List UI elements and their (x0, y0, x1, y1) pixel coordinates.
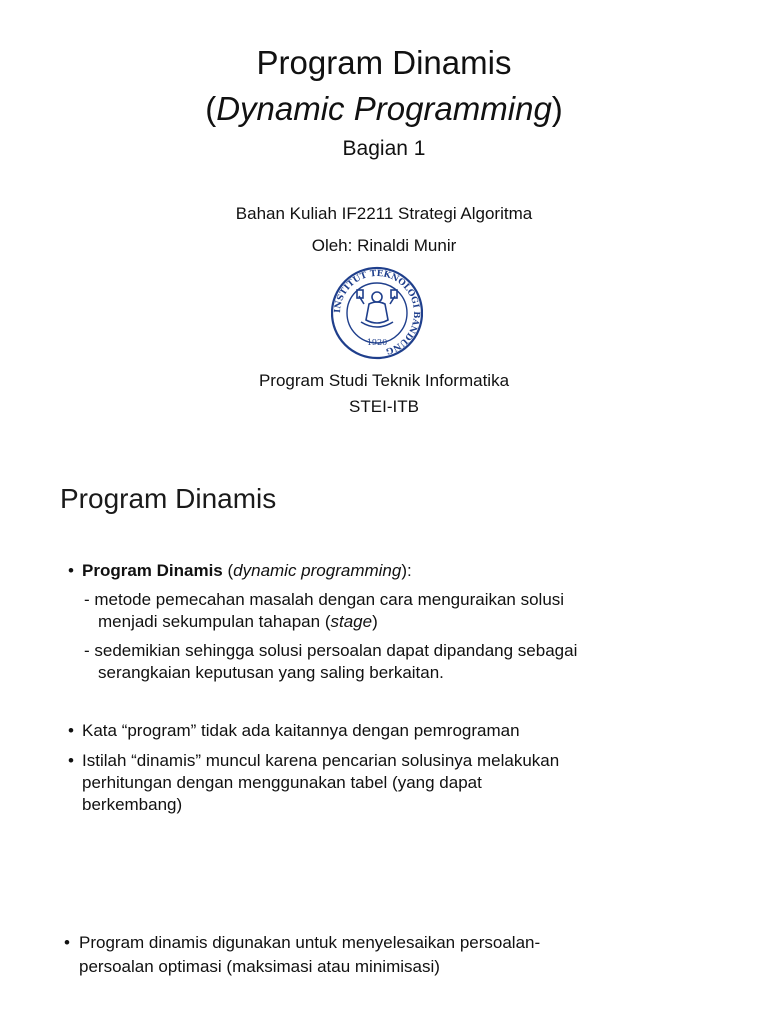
bullet-marker: • (68, 751, 74, 770)
bullet-optimization-cont: persoalan optimasi (maksimasi atau minimisasi) (79, 957, 440, 976)
author-name: Oleh: Rinaldi Munir (311, 236, 457, 255)
bullet-program-word: Kata “program” tidak ada kaitannya dengan pemrograman (82, 721, 520, 740)
content-slide (0, 450, 768, 1024)
bullet-definition: Program Dinamis (dynamic programming): (82, 561, 412, 580)
slide-subtitle: Bagian 1 (342, 137, 426, 160)
itb-seal-icon (331, 264, 423, 362)
bullet-marker: • (68, 561, 74, 580)
seal-ring-text: INSTITUT TEKNOLOGI BANDUNG (332, 268, 422, 356)
program-name: Program Studi Teknik Informatika (258, 371, 510, 390)
sub-point-method-cont: menjadi sekumpulan tahapan (stage) (98, 612, 378, 631)
title-slide (0, 0, 768, 450)
bullet-marker: • (68, 721, 74, 740)
slide-heading: Program Dinamis (60, 483, 277, 514)
bullet-optimization: Program dinamis digunakan untuk menyelesaikan persoalan- (79, 933, 541, 952)
sub-point-decisions-cont: serangkaian keputusan yang saling berkaitan. (98, 663, 444, 682)
course-name: Bahan Kuliah IF2211 Strategi Algoritma (235, 204, 533, 223)
bullet-dynamic-word-cont: perhitungan dengan menggunakan tabel (yang dapat (82, 773, 482, 792)
sub-point-method: - metode pemecahan masalah dengan cara menguraikan solusi (84, 590, 565, 609)
bullet-dynamic-word: Istilah “dinamis” muncul karena pencarian solusinya melakukan (82, 751, 560, 770)
school-name: STEI-ITB (349, 397, 419, 416)
bullet-marker: • (64, 933, 70, 952)
sub-point-decisions: - sedemikian sehingga solusi persoalan dapat dipandang sebagai (84, 641, 578, 660)
slide-title: Program Dinamis (256, 44, 512, 81)
seal-year: 1920 (366, 338, 388, 347)
bullet-dynamic-word-cont2: berkembang) (82, 795, 183, 814)
slide-title-english: (Dynamic Programming) (205, 90, 563, 127)
